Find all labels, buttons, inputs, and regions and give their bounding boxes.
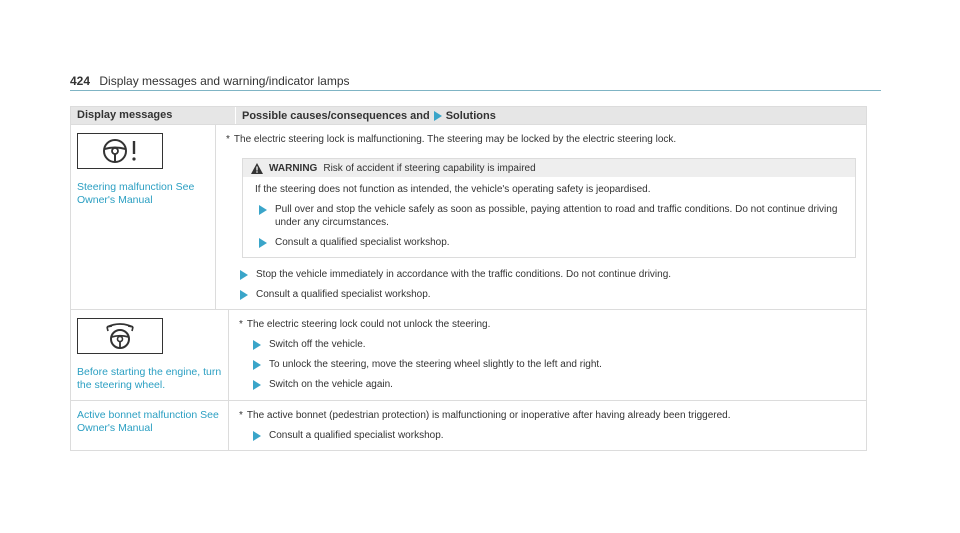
cause-item: * The electric steering lock is malfunctioning. The steering may be locked by the electric steering lock. xyxy=(226,134,677,145)
message-cell xyxy=(71,125,216,309)
message-cell xyxy=(71,401,229,450)
header-solutions-label: Solutions xyxy=(445,109,496,122)
cause-text: The active bonnet (pedestrian protection) is malfunctioning or inoperative after having already been triggered. xyxy=(246,410,731,421)
arrow-icon xyxy=(240,290,248,300)
warning-step: Pull over and stop the vehicle safely as soon as possible, paying attention to road and traffic conditions. Do not continue driving under any circumstances. xyxy=(259,203,843,229)
solution-step: Stop the vehicle immediately in accordance with the traffic conditions. Do not continue driving. xyxy=(240,268,856,281)
solution-cell xyxy=(229,310,866,400)
solution-step: Consult a qualified specialist workshop. xyxy=(253,429,856,442)
cause-item: * The active bonnet (pedestrian protection) is malfunctioning or inoperative after having already been triggered. xyxy=(239,410,731,421)
warning-header xyxy=(243,159,855,177)
cause-text: The electric steering lock is malfunctioning. The steering may be locked by the electric steering lock. xyxy=(233,134,677,145)
table-row xyxy=(71,400,866,450)
solution-cell xyxy=(229,401,866,450)
header-divider xyxy=(70,90,881,91)
warning-text: If the steering does not function as intended, the vehicle's operating safety is jeopardised. xyxy=(255,184,651,195)
warning-box xyxy=(242,158,856,258)
table-row xyxy=(71,124,866,309)
steering-wheel-turn-icon xyxy=(77,318,163,354)
message-text: Active bonnet malfunction See Owner's Manual xyxy=(77,409,219,434)
message-text: Before starting the engine, turn the steering wheel. xyxy=(77,366,222,391)
warning-title: Risk of accident if steering capability is impaired xyxy=(323,162,536,174)
warning-label: WARNING xyxy=(269,162,318,174)
arrow-icon xyxy=(434,111,442,121)
cause-text: The electric steering lock could not unlock the steering. xyxy=(246,319,491,330)
solution-cell xyxy=(216,125,866,309)
table-row xyxy=(71,309,866,400)
page-number: 424 xyxy=(70,74,91,88)
solution-step: To unlock the steering, move the steering wheel slightly to the left and right. xyxy=(253,358,856,371)
arrow-icon xyxy=(253,431,261,441)
warning-triangle-icon xyxy=(251,163,263,174)
arrow-icon xyxy=(253,340,261,350)
arrow-icon xyxy=(253,380,261,390)
cause-item: * The electric steering lock could not unlock the steering. xyxy=(239,319,491,330)
message-text: Steering malfunction See Owner's Manual xyxy=(77,181,195,206)
header-display-messages: Display messages xyxy=(71,107,236,124)
page-header xyxy=(70,74,350,88)
arrow-icon xyxy=(240,270,248,280)
arrow-icon xyxy=(259,238,267,248)
display-messages-table xyxy=(70,106,867,451)
solution-step: Switch off the vehicle. xyxy=(253,338,856,351)
steering-wheel-exclamation-icon xyxy=(77,133,163,169)
header-causes-label: Possible causes/consequences and xyxy=(242,109,430,122)
header-causes-solutions xyxy=(236,110,866,122)
solution-step: Consult a qualified specialist workshop. xyxy=(240,288,856,301)
solution-step: Switch on the vehicle again. xyxy=(253,378,856,391)
arrow-icon xyxy=(259,205,267,215)
warning-body xyxy=(243,177,855,257)
message-cell xyxy=(71,310,229,400)
table-header xyxy=(71,107,866,124)
warning-step: Consult a qualified specialist workshop. xyxy=(259,236,843,249)
page-title: Display messages and warning/indicator lamps xyxy=(99,74,350,88)
arrow-icon xyxy=(253,360,261,370)
